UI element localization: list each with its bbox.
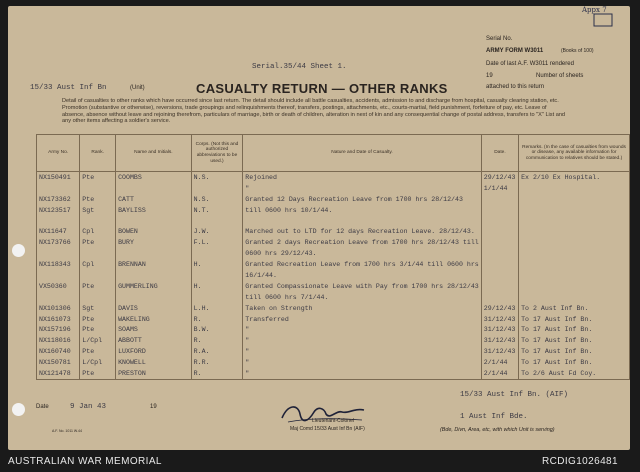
cell-name [116,292,192,303]
cell-name: SOAMS [116,324,192,335]
cell-nature: " [243,324,481,335]
date-typed: 9 Jan 43 [70,403,107,411]
cell-remarks: Ex 2/10 Ex Hospital. [519,172,630,183]
unit-label: (Unit) [130,85,145,91]
table-row [37,172,630,183]
cell-name: ABBOTT [116,335,192,346]
cell-remarks: To 2/6 Aust Fd Coy. [519,368,630,379]
cell-army-no [37,292,80,303]
cell-army-no: NX118016 [37,335,80,346]
cell-corps: N.S. [191,172,243,183]
cell-army-no: NX160740 [37,346,80,357]
cell-remarks [519,248,630,259]
table-row [37,314,630,325]
unit-typed: 15/33 Aust Inf Bn [30,84,107,92]
table-row [37,216,630,227]
cell-name: COOMBS [116,172,192,183]
cell-name: GUMMERLING [116,281,192,292]
cell-rank: L/Cpl [80,357,116,368]
cell-corps: R.A. [191,346,243,357]
cell-date: 31/12/43 [481,335,518,346]
cell-corps [191,270,243,281]
table-row [37,194,630,205]
cell-army-no: NX121478 [37,368,80,379]
cell-date: 2/1/44 [481,357,518,368]
punch-hole [12,244,25,257]
col-name: Name and Initials. [116,135,192,172]
col-date: Date. [481,135,518,172]
sheets-label: Number of sheets [536,73,584,79]
cell-name: PRESTON [116,368,192,379]
cell-nature: Granted 12 Days Recreation Leave from 1700 hrs 28/12/43 [243,194,481,205]
cell-corps: H. [191,259,243,270]
cell-date [481,237,518,248]
col-corps: Corps. (Not this and authorized abbreviations to be used.) [191,135,243,172]
table-row [37,270,630,281]
serial-no-label: Serial No. [486,36,513,42]
cell-name [116,183,192,194]
signature-caption: Lieutenant-Colonel [312,418,354,424]
cell-name: KNOWELL [116,357,192,368]
table-header-row [37,135,630,172]
cell-rank: Cpl [80,259,116,270]
cell-army-no: NX157196 [37,324,80,335]
date-label: Date [36,404,49,410]
table-row [37,292,630,303]
table-row [37,281,630,292]
cell-army-no [37,270,80,281]
cell-nature: till 0600 hrs 10/1/44. [243,205,481,216]
cell-corps [191,183,243,194]
table-row [37,205,630,216]
cell-remarks [519,205,630,216]
cell-nature: till 0600 hrs 7/1/44. [243,292,481,303]
cell-nature: " [243,335,481,346]
cell-remarks: To 17 Aust Inf Bn. [519,335,630,346]
col-army-no: Army No. [37,135,80,172]
cell-corps: H. [191,281,243,292]
cell-date [481,205,518,216]
cell-remarks: To 17 Aust Inf Bn. [519,314,630,325]
cell-date [481,216,518,227]
cell-name: DAVIS [116,303,192,314]
appendix-annotation: Appx 7 [582,6,607,14]
table-row [37,259,630,270]
cell-nature [243,216,481,227]
cell-corps: R. [191,368,243,379]
cell-army-no: NX123517 [37,205,80,216]
cell-name: BAYLISS [116,205,192,216]
attached-label: attached to this return [486,84,545,90]
cell-remarks [519,226,630,237]
cell-remarks [519,292,630,303]
cell-nature: Granted Recreation Leave from 1700 hrs 3/1/44 till 0600 hrs [243,259,481,270]
cell-rank: Pte [80,324,116,335]
cell-rank: Pte [80,237,116,248]
punch-hole [12,403,25,416]
table-row [37,183,630,194]
cell-rank: Cpl [80,226,116,237]
col-nature: Nature and Date of Casualty. [243,135,481,172]
cell-nature: Transferred [243,314,481,325]
cell-rank: Pte [80,281,116,292]
cell-corps: N.T. [191,205,243,216]
cell-army-no: NX150781 [37,357,80,368]
table-row [37,368,630,379]
cell-corps: B.W. [191,324,243,335]
table-row [37,226,630,237]
cell-nature: " [243,346,481,357]
form-name: ARMY FORM W3011 [486,48,544,54]
cell-rank [80,270,116,281]
cell-army-no: NX173362 [37,194,80,205]
table-row [37,248,630,259]
cell-army-no [37,216,80,227]
cell-rank: L/Cpl [80,335,116,346]
serial-typed: Serial.35/44 Sheet 1. [252,63,347,71]
table-row [37,303,630,314]
table-row [37,335,630,346]
cell-nature: 16/1/44. [243,270,481,281]
cell-remarks: To 2 Aust Inf Bn. [519,303,630,314]
unit-right-typed: 15/33 Aust Inf Bn. (AIF) [460,391,569,399]
cell-army-no: NX118343 [37,259,80,270]
sheets-year-prefix: 19 [486,73,493,79]
cell-rank: Pte [80,368,116,379]
cell-rank [80,248,116,259]
table-row [37,324,630,335]
cell-name: BURY [116,237,192,248]
form-books: (Books of 100) [561,48,594,54]
cell-remarks [519,216,630,227]
cell-date [481,259,518,270]
cell-corps: R.R. [191,357,243,368]
cell-name: WAKELING [116,314,192,325]
cell-nature: " [243,368,481,379]
cell-remarks [519,194,630,205]
cell-nature: " [243,183,481,194]
cell-army-no [37,183,80,194]
cell-nature: " [243,357,481,368]
cell-nature: 0600 hrs 29/12/43. [243,248,481,259]
cell-army-no: VX50360 [37,281,80,292]
cell-nature: Granted 2 days Recreation Leave from 1700 hrs 28/12/43 till [243,237,481,248]
brigade-note: (Bde, Divn, Area, etc, with which Unit is serving) [440,427,555,433]
cell-name: CATT [116,194,192,205]
cell-army-no: NX173766 [37,237,80,248]
cell-rank: Pte [80,172,116,183]
cell-army-no [37,248,80,259]
cell-date: 31/12/43 [481,346,518,357]
cell-corps: N.S. [191,194,243,205]
cell-date [481,226,518,237]
cell-remarks [519,237,630,248]
cell-corps [191,292,243,303]
cell-date: 1/1/44 [481,183,518,194]
cell-name: BRENNAN [116,259,192,270]
cell-rank: Sgt [80,303,116,314]
date-last-return-label: Date of last A.F. W3011 rendered [486,61,574,67]
table-row [37,357,630,368]
cell-remarks [519,270,630,281]
cell-remarks: To 17 Aust Inf Bn. [519,357,630,368]
cell-date [481,248,518,259]
cell-date [481,194,518,205]
cell-date: 31/12/43 [481,314,518,325]
date-year-prefix: 19 [150,404,157,410]
cell-rank: Sgt [80,205,116,216]
cell-name: BOWEN [116,226,192,237]
table-row [37,237,630,248]
cell-army-no: NX11647 [37,226,80,237]
table-row [37,346,630,357]
cell-corps [191,216,243,227]
cell-remarks: To 17 Aust Inf Bn. [519,324,630,335]
cell-name [116,270,192,281]
cell-nature: Granted Compassionate Leave with Pay from 1700 hrs 28/12/43 [243,281,481,292]
cell-corps: J.W. [191,226,243,237]
cell-remarks: To 17 Aust Inf Bn. [519,346,630,357]
cell-corps: R. [191,314,243,325]
document-sheet [8,6,630,450]
cell-name [116,216,192,227]
casualty-table [36,134,630,380]
printer-line: A.F. No. 1011 W.44 [52,429,82,433]
form-description: Detail of casualties to other ranks which have occurred since last return. The detail should include all battle casualties, accidents, admission to and discharge from hospital, casualty clearing station, etc. Promotion (substantive or otherwise), reversions, trade groupings and relinquishments thereof, transfers, postings, attachments, etc., courts-martial, field punishment, forfeiture of pay, etc. Leave of absence, absence without leave and rejoining therefrom, particulars of marriage, birth or death of children, alteration in next of kin and any consequential change of postal address, transfers to "X" List and any other items affecting a soldier's service. [62,98,566,125]
cell-date: 2/1/44 [481,368,518,379]
cell-rank [80,183,116,194]
cell-date [481,281,518,292]
cell-date: 29/12/43 [481,303,518,314]
watermark-left: AUSTRALIAN WAR MEMORIAL [8,456,162,467]
cell-remarks [519,281,630,292]
cell-corps: R. [191,335,243,346]
cell-corps: L.H. [191,303,243,314]
cell-army-no: NX101306 [37,303,80,314]
brigade-typed: 1 Aust Inf Bde. [460,413,528,421]
col-rank: Rank. [80,135,116,172]
cell-nature: Taken on Strength [243,303,481,314]
watermark-right: RCDIG1026481 [542,456,618,467]
cell-date: 31/12/43 [481,324,518,335]
cell-corps [191,248,243,259]
form-title: CASUALTY RETURN — OTHER RANKS [196,81,448,96]
cell-corps: F.L. [191,237,243,248]
cell-army-no: NX150491 [37,172,80,183]
cell-name [116,248,192,259]
cell-rank [80,292,116,303]
cell-remarks [519,259,630,270]
cell-nature: Rejoined [243,172,481,183]
cell-name: LUXFORD [116,346,192,357]
cell-rank: Pte [80,194,116,205]
cell-date [481,292,518,303]
cell-rank: Pte [80,346,116,357]
cell-remarks [519,183,630,194]
signature-sub: Maj Comd 15/33 Aust Inf Bn (AIF) [290,426,365,432]
cell-nature: Marched out to LTD for 12 days Recreation Leave. 28/12/43. [243,226,481,237]
cell-date [481,270,518,281]
cell-rank: Pte [80,314,116,325]
col-remarks: Remarks. (In the case of casualties from wounds or disease, any available information for communication to relatives should be stated.) [519,135,630,172]
cell-date: 29/12/43 [481,172,518,183]
cell-rank [80,216,116,227]
cell-army-no: NX161073 [37,314,80,325]
